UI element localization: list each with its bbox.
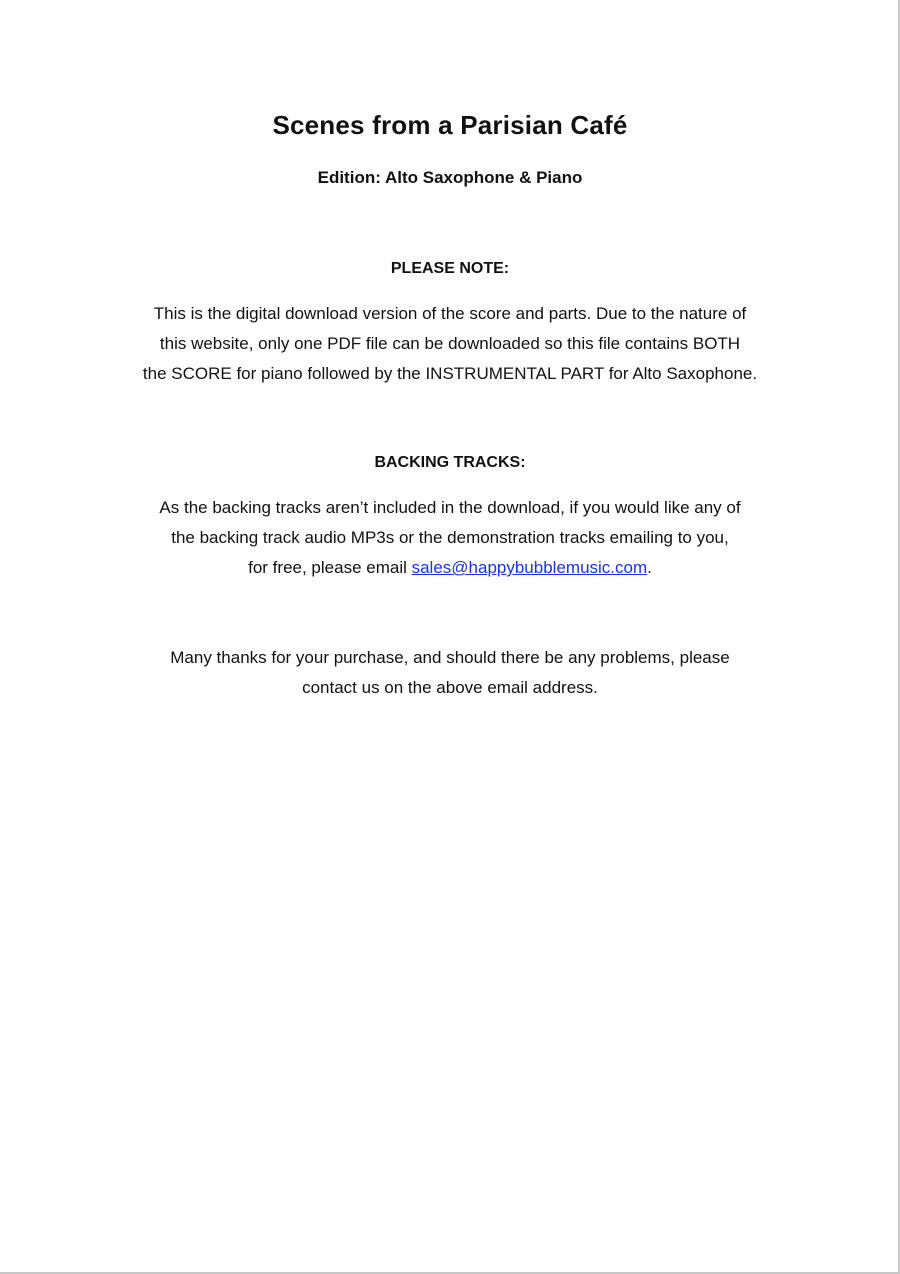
paragraph-line: Many thanks for your purchase, and should there be any problems, please: [170, 648, 730, 667]
paragraph-line: As the backing tracks aren’t included in the download, if you would like any of: [159, 498, 741, 517]
paragraph-line: the SCORE for piano followed by the INSTRUMENTAL PART for Alto Saxophone.: [142, 364, 758, 383]
please-note-paragraph: [0, 299, 900, 389]
paragraph-line: contact us on the above email address.: [302, 678, 598, 697]
thanks-paragraph: [0, 643, 900, 703]
backing-tracks-heading: BACKING TRACKS:: [374, 454, 526, 471]
paragraph-line-with-email: [0, 553, 900, 583]
paragraph-line: the backing track audio MP3s or the demonstration tracks emailing to you,: [171, 528, 729, 547]
paragraph-line: this website, only one PDF file can be downloaded so this file contains BOTH: [159, 334, 741, 353]
backing-tracks-paragraph: [0, 493, 900, 583]
document-title: Scenes from a Parisian Café: [272, 110, 628, 140]
email-suffix-text: .: [647, 558, 652, 577]
sales-email-link[interactable]: sales@happybubblemusic.com: [411, 558, 648, 577]
paragraph-line: This is the digital download version of the score and parts. Due to the nature of: [153, 304, 747, 323]
email-prefix-text: for free, please email: [248, 558, 412, 577]
edition-subtitle: Edition: Alto Saxophone & Piano: [317, 168, 583, 187]
please-note-heading: PLEASE NOTE:: [390, 260, 510, 277]
